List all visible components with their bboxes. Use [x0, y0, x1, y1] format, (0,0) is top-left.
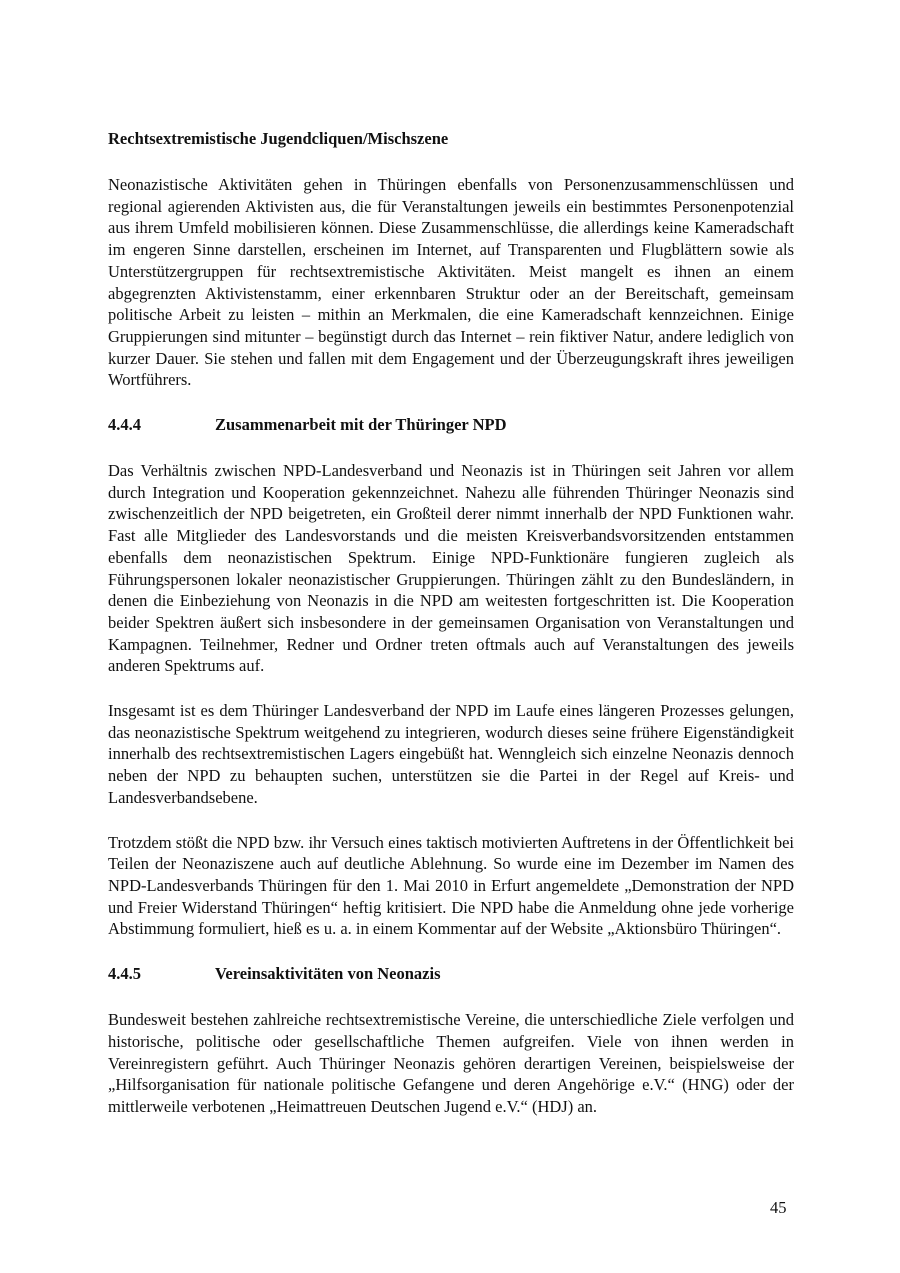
section-title: Zusammenarbeit mit der Thüringer NPD — [215, 415, 507, 435]
document-page — [108, 128, 794, 1141]
subsection-heading: Rechtsextremistische Jugendcliquen/Mischszene — [108, 129, 449, 148]
paragraph-npd-verhaeltnis: Das Verhältnis zwischen NPD-Landesverband und Neonazis ist in Thüringen seit Jahren vor allem durch Integration und Kooperation gekennzeichnet. Nahezu alle führenden Thüringer Neonazis sind zwischenzeitlich der NPD beigetreten, ein Großteil derer nimmt innerhalb der NPD Funktionen wahr. Fast alle Mitglieder des Landesvorstands und die meisten Kreisverbandsvorsitzenden entstammen ebenfalls dem neonazistischen Spektrum. Einige NPD-Funktionäre fungieren zugleich als Führungspersonen lokaler neonazistischer Gruppierungen. Thüringen zählt zu den Bundesländern, in denen die Einbeziehung von Neonazis in die NPD am weitesten fortgeschritten ist. Die Kooperation beider Spektren äußert sich insbesondere in der gemeinsamen Organisation von Veranstaltungen und Kampagnen. Teilnehmer, Redner und Ordner treten oftmals auch auf Veranstaltungen des jeweils anderen Spektrums auf. — [108, 461, 794, 676]
paragraph-vereine: Bundesweit bestehen zahlreiche rechtsextremistische Vereine, die unterschiedliche Ziele verfolgen und historische, politische oder gesellschaftliche Themen aufgreifen. Viele von ihnen werden in Vereinregistern geführt. Auch Thüringer Neonazis gehören derartigen Vereinen, beispielsweise der „Hilfsorganisation für nationale politische Gefangene und deren Angehörige e.V.“ (HNG) oder der mittlerweile verbotenen „Heimattreuen Deutschen Jugend e.V.“ (HDJ) an. — [108, 1010, 794, 1116]
page-number: 45 — [770, 1198, 787, 1217]
section-heading-4-4-5 — [108, 963, 794, 985]
section-number: 4.4.4 — [108, 415, 141, 435]
paragraph-jugendcliquen: Neonazistische Aktivitäten gehen in Thüringen ebenfalls von Personenzusammenschlüssen und regional agierenden Aktivisten aus, die für Veranstaltungen jeweils ein bestimmtes Personenpotenzial aus ihrem Umfeld mobilisieren können. Diese Zusammenschlüsse, die allerdings keine Kameradschaft im engeren Sinne darstellen, erscheinen im Internet, auf Transparenten und Flugblättern sowie als Unterstützergruppen für rechtsextremistische Aktivitäten. Meist mangelt es ihnen an einem abgegrenzten Aktivistenstamm, einer erkennbaren Struktur oder an der Bereitschaft, gemeinsam politische Arbeit zu leisten – mithin an Merkmalen, die eine Kameradschaft kennzeichnen. Einige Gruppierungen sind mitunter – begünstigt durch das Internet – rein fiktiver Natur, andere lediglich von kurzer Dauer. Sie stehen und fallen mit dem Engagement und der Überzeugungskraft ihres jeweiligen Wortführers. — [108, 175, 794, 390]
paragraph-npd-integration: Insgesamt ist es dem Thüringer Landesverband der NPD im Laufe eines längeren Prozesses gelungen, das neonazistische Spektrum weitgehend zu integrieren, wodurch dieses seine frühere Eigenständigkeit innerhalb des rechtsextremistischen Lagers eingebüßt hat. Wenngleich sich einzelne Neonazis dennoch neben der NPD zu behaupten suchen, unterstützen sie die Partei in der Regel auf Kreis- und Landesverbandsebene. — [108, 701, 794, 807]
section-heading-4-4-4 — [108, 414, 794, 436]
paragraph-npd-ablehnung: Trotzdem stößt die NPD bzw. ihr Versuch eines taktisch motivierten Auftretens in der Öffentlichkeit bei Teilen der Neonaziszene auch auf deutliche Ablehnung. So wurde eine im Dezember im Namen des NPD-Landesverbands Thüringen für den 1. Mai 2010 in Erfurt angemeldete „Demonstration der NPD und Freier Widerstand Thüringen“ heftig kritisiert. Die NPD habe die Anmeldung ohne jede vorherige Abstimmung formuliert, hieß es u. a. in einem Kommentar auf der Website „Aktionsbüro Thüringen“. — [108, 832, 794, 939]
section-title: Vereinsaktivitäten von Neonazis — [215, 964, 441, 984]
section-number: 4.4.5 — [108, 964, 141, 984]
